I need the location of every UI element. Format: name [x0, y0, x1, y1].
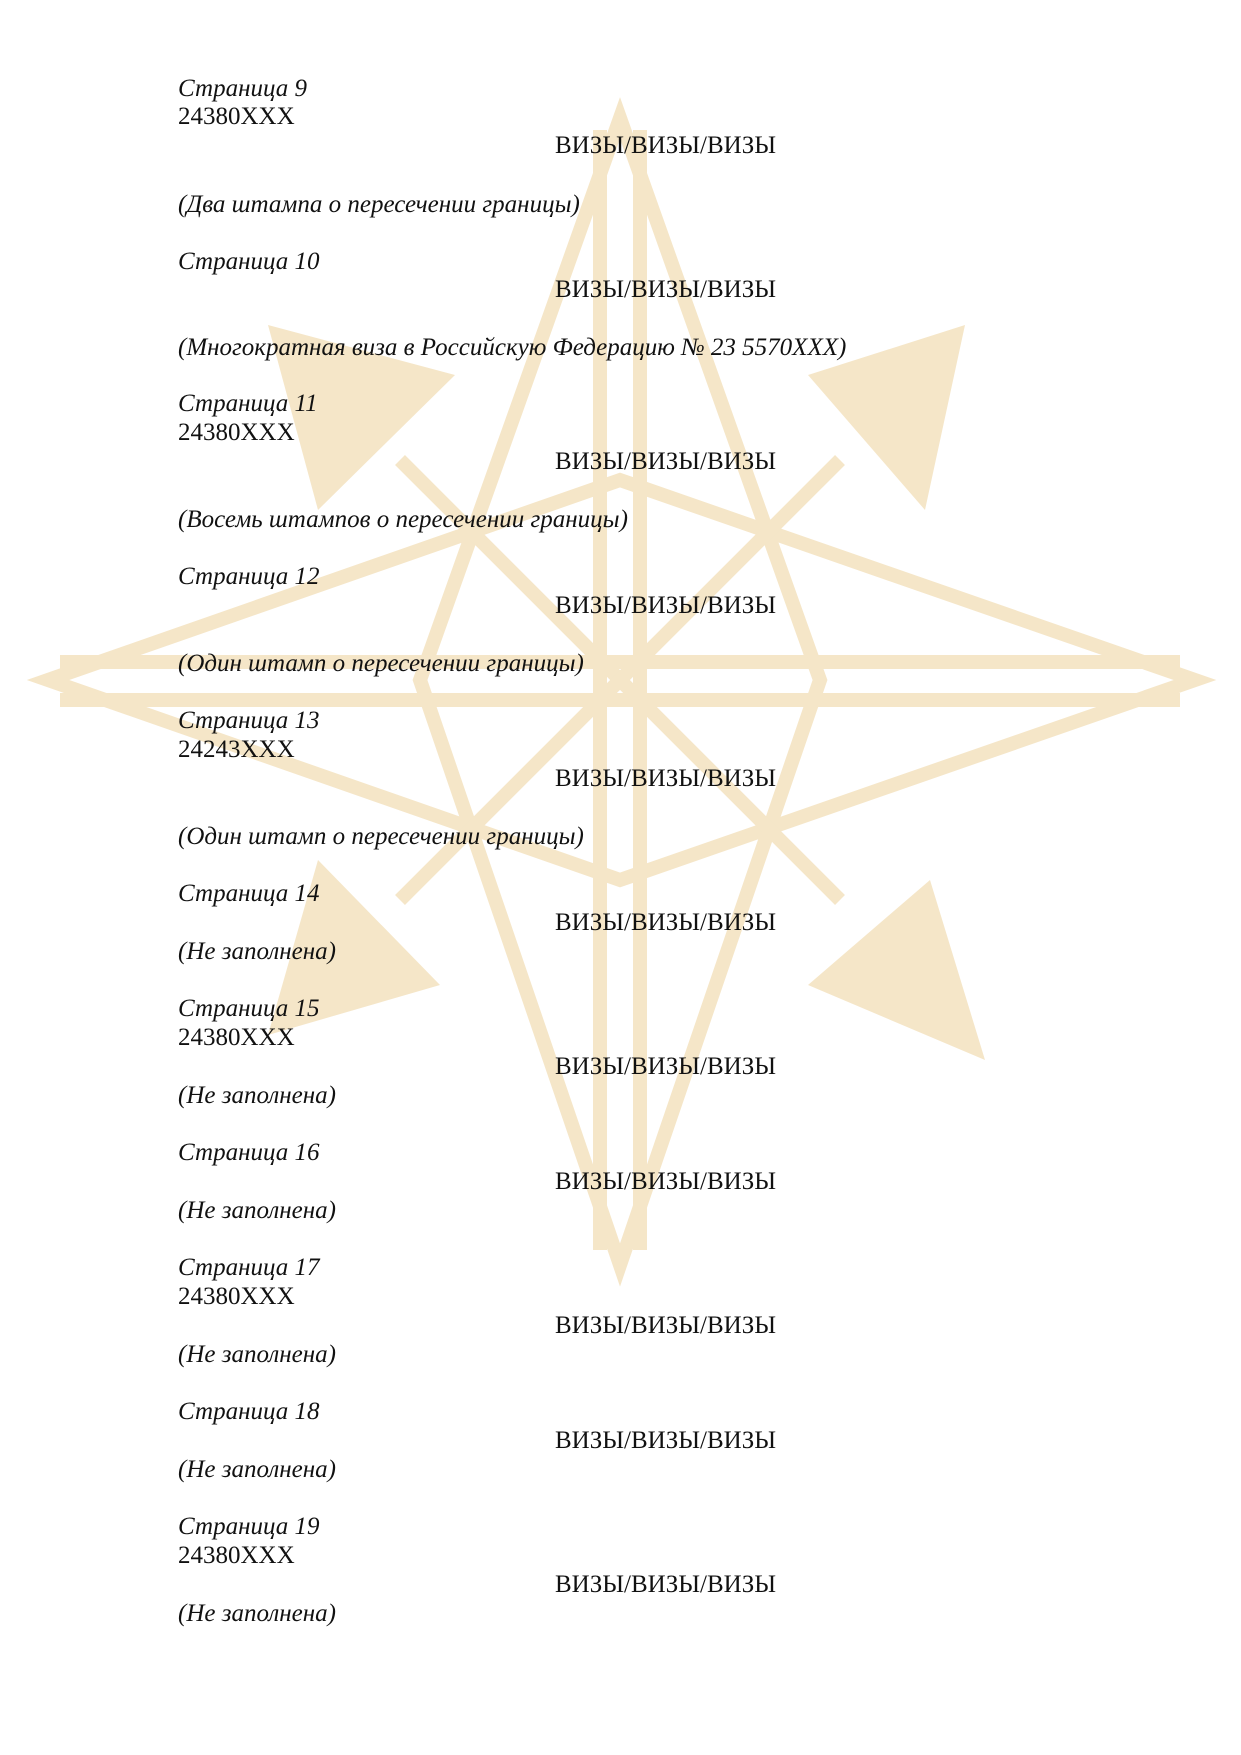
page-code: 24380XXX	[178, 103, 295, 130]
visas-caption: ВИЗЫ/ВИЗЫ/ВИЗЫ	[555, 276, 777, 303]
page-note: (Один штамп о пересечении границы)	[178, 823, 584, 850]
page-label: Страница 11	[178, 390, 318, 417]
page-note: (Не заполнена)	[178, 1600, 336, 1627]
visas-caption: ВИЗЫ/ВИЗЫ/ВИЗЫ	[555, 909, 777, 936]
page-label: Страница 12	[178, 563, 320, 590]
page-note: (Два штампа о пересечении границы)	[178, 191, 580, 218]
visas-caption: ВИЗЫ/ВИЗЫ/ВИЗЫ	[555, 592, 777, 619]
page-note: (Не заполнена)	[178, 1456, 336, 1483]
page-label: Страница 9	[178, 75, 308, 102]
page-code: 24243XXX	[178, 736, 295, 763]
page-label: Страница 18	[178, 1398, 320, 1425]
visas-caption: ВИЗЫ/ВИЗЫ/ВИЗЫ	[555, 448, 777, 475]
page-label: Страница 16	[178, 1139, 320, 1166]
page-note: (Не заполнена)	[178, 1082, 336, 1109]
visas-caption: ВИЗЫ/ВИЗЫ/ВИЗЫ	[555, 1053, 777, 1080]
page-note: (Не заполнена)	[178, 1341, 336, 1368]
visas-caption: ВИЗЫ/ВИЗЫ/ВИЗЫ	[555, 1312, 777, 1339]
page-note: (Не заполнена)	[178, 938, 336, 965]
visas-caption: ВИЗЫ/ВИЗЫ/ВИЗЫ	[555, 1571, 777, 1598]
page-label: Страница 15	[178, 995, 320, 1022]
page-label: Страница 19	[178, 1513, 320, 1540]
page-code: 24380XXX	[178, 1542, 295, 1569]
visas-caption: ВИЗЫ/ВИЗЫ/ВИЗЫ	[555, 1168, 777, 1195]
page-label: Страница 13	[178, 707, 320, 734]
page-code: 24380XXX	[178, 1024, 295, 1051]
page-label: Страница 10	[178, 248, 320, 275]
page-label: Страница 17	[178, 1254, 320, 1281]
page-note: (Многократная виза в Российскую Федерацию № 23 5570XXX)	[178, 334, 847, 361]
page-code: 24380XXX	[178, 1283, 295, 1310]
page-note: (Восемь штампов о пересечении границы)	[178, 506, 628, 533]
visas-caption: ВИЗЫ/ВИЗЫ/ВИЗЫ	[555, 1427, 777, 1454]
visas-caption: ВИЗЫ/ВИЗЫ/ВИЗЫ	[555, 765, 777, 792]
page-label: Страница 14	[178, 880, 320, 907]
visas-caption: ВИЗЫ/ВИЗЫ/ВИЗЫ	[555, 132, 777, 159]
page-code: 24380XXX	[178, 419, 295, 446]
page-note: (Один штамп о пересечении границы)	[178, 650, 584, 677]
page-note: (Не заполнена)	[178, 1197, 336, 1224]
